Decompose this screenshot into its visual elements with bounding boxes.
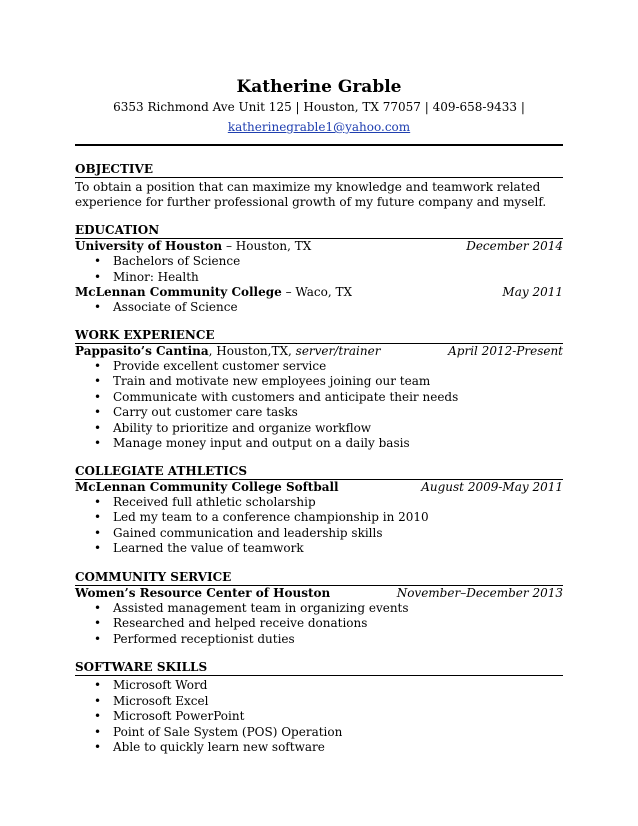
list-item: • Performed receptionist duties bbox=[94, 632, 563, 648]
separator: – bbox=[281, 285, 296, 299]
email-link[interactable]: katherinegrable1@yahoo.com bbox=[227, 120, 411, 134]
list-item: • Microsoft PowerPoint bbox=[94, 709, 563, 725]
team-name: McLennan Community College Softball bbox=[75, 479, 339, 494]
list-item: • Point of Sale System (POS) Operation bbox=[94, 725, 563, 741]
school-name: McLennan Community College bbox=[75, 285, 282, 299]
school-location: Houston, TX bbox=[235, 239, 312, 253]
education-entry bbox=[75, 285, 563, 300]
bullet-list bbox=[75, 678, 563, 756]
employer-location: , Houston,TX, bbox=[208, 343, 296, 358]
athletics-section bbox=[75, 464, 563, 557]
list-item: • Assisted management team in organizing events bbox=[94, 601, 563, 617]
software-section bbox=[75, 660, 563, 756]
community-section bbox=[75, 570, 563, 648]
list-item: • Researched and helped receive donations bbox=[94, 616, 563, 632]
list-item: • Microsoft Excel bbox=[94, 694, 563, 710]
community-date: November–December 2013 bbox=[396, 585, 563, 600]
bullet-list bbox=[75, 601, 563, 648]
list-item: • Communicate with customers and anticipate their needs bbox=[94, 390, 563, 406]
school-location: Waco, TX bbox=[295, 285, 352, 299]
section-title: COMMUNITY SERVICE bbox=[75, 570, 563, 586]
separator: – bbox=[222, 239, 236, 253]
list-item: • Associate of Science bbox=[94, 300, 563, 316]
contact-line: 6353 Richmond Ave Unit 125 | Houston, TX 77057 | 409-658-9433 | bbox=[113, 100, 525, 114]
bullet-list bbox=[75, 254, 563, 285]
section-title: SOFTWARE SKILLS bbox=[75, 660, 563, 676]
header-divider bbox=[75, 144, 563, 146]
work-entry bbox=[75, 344, 563, 359]
list-item: • Received full athletic scholarship bbox=[94, 495, 563, 511]
job-role: server/trainer bbox=[295, 343, 381, 358]
community-entry bbox=[75, 586, 563, 601]
list-item: • Provide excellent customer service bbox=[94, 359, 563, 375]
list-item: • Train and motivate new employees joining our team bbox=[94, 374, 563, 390]
work-date: April 2012-Present bbox=[448, 343, 563, 358]
work-section bbox=[75, 328, 563, 452]
bullet-list bbox=[75, 300, 563, 316]
section-title: COLLEGIATE ATHLETICS bbox=[75, 464, 563, 480]
list-item: • Microsoft Word bbox=[94, 678, 563, 694]
employer-name: Pappasito’s Cantina bbox=[75, 343, 209, 358]
school-name: University of Houston bbox=[75, 239, 223, 253]
list-item: • Minor: Health bbox=[94, 270, 563, 286]
list-item: • Carry out customer care tasks bbox=[94, 405, 563, 421]
list-item: • Led my team to a conference championship in 2010 bbox=[94, 510, 563, 526]
bullet-list bbox=[75, 495, 563, 557]
education-date: December 2014 bbox=[466, 239, 563, 253]
list-item: • Gained communication and leadership skills bbox=[94, 526, 563, 542]
education-section bbox=[75, 223, 563, 316]
athletics-entry bbox=[75, 480, 563, 495]
applicant-name: Katherine Grable bbox=[236, 77, 402, 97]
athletics-date: August 2009-May 2011 bbox=[421, 479, 563, 494]
list-item: • Learned the value of teamwork bbox=[94, 541, 563, 557]
list-item: • Ability to prioritize and organize workflow bbox=[94, 421, 563, 437]
bullet-list bbox=[75, 359, 563, 452]
resume-header bbox=[75, 0, 563, 136]
section-title: EDUCATION bbox=[75, 223, 563, 239]
education-entry bbox=[75, 239, 563, 254]
objective-text: To obtain a position that can maximize my knowledge and teamwork related experience for further professional growth of my future company and myself. bbox=[75, 180, 547, 209]
list-item: • Able to quickly learn new software bbox=[94, 740, 563, 756]
organization-name: Women’s Resource Center of Houston bbox=[75, 585, 331, 600]
section-title: OBJECTIVE bbox=[75, 162, 563, 178]
objective-section bbox=[75, 162, 563, 210]
list-item: • Manage money input and output on a daily basis bbox=[94, 436, 563, 452]
section-title: WORK EXPERIENCE bbox=[75, 328, 563, 344]
education-date: May 2011 bbox=[502, 285, 563, 299]
list-item: • Bachelors of Science bbox=[94, 254, 563, 270]
